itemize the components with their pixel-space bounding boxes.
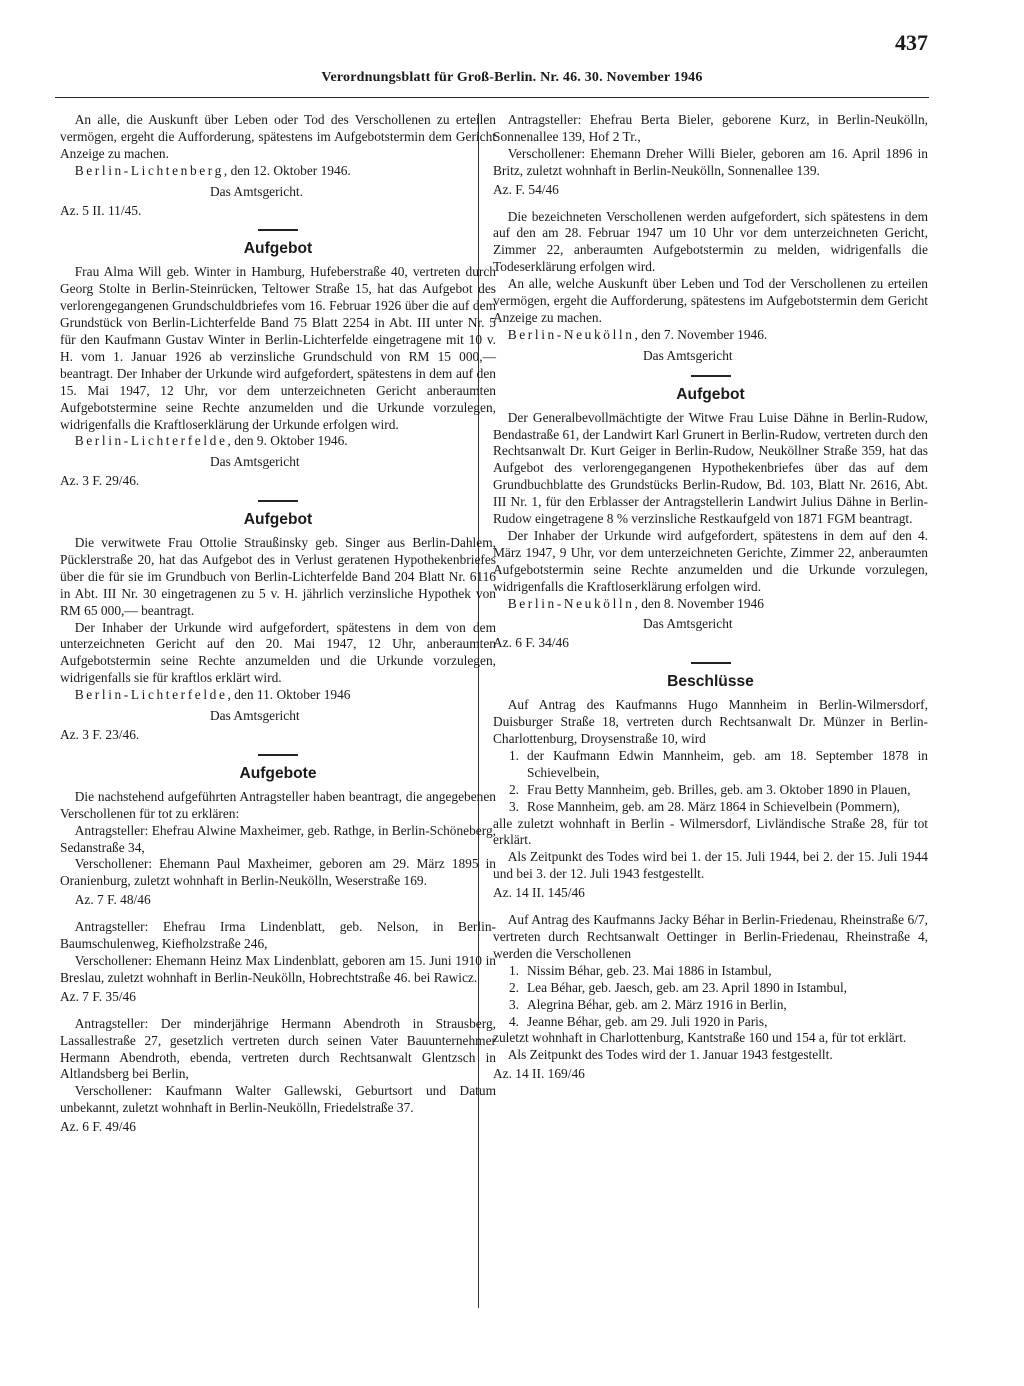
notice-paragraph: alle zuletzt wohnhaft in Berlin - Wilmersdorf, Livländische Straße 28, für tot erklärt. bbox=[493, 815, 928, 848]
deceased-list bbox=[493, 963, 928, 1031]
applicant-entry: Antragsteller: Ehefrau Irma Lindenblatt, geb. Nelson, in Berlin-Baumschulenweg, Kiefholzstraße 246, bbox=[60, 919, 496, 952]
spacer bbox=[60, 909, 496, 919]
notice-paragraph: Die bezeichneten Verschollenen werden aufgefordert, sich spätestens in dem auf den am 28. Februar 1947 um 10 Uhr vor dem unterzeichneten Gericht, Zimmer 22, anberaumten Aufgebotstermin zu melden, widrigenfalls die Todeserklärung erfolgen wird. bbox=[493, 208, 928, 275]
notice-paragraph: Die verwitwete Frau Ottolie Straußinsky geb. Singer aus Berlin-Dahlem, Pücklerstraße 20, hat das Aufgebot des in Verlust geratenen Hypothekenbriefes über die für sie im Grundbuch von Berlin-Lichterfelde Band 204 Blatt Nr. 6116 in Abt. III Nr. 30 eingetragenen zu 5 v. H. jährlich verzinsliche Hypothek von RM 65 000,— beantragt. bbox=[60, 535, 496, 618]
date-text: , den 11. Oktober 1946 bbox=[227, 687, 351, 703]
deceased-list bbox=[493, 748, 928, 816]
section-rule bbox=[258, 500, 298, 502]
court-signature: Das Amtsgericht. bbox=[210, 183, 303, 199]
list-item bbox=[493, 1014, 928, 1031]
running-header: Verordnungsblatt für Groß-Berlin. Nr. 46. 30. November 1946 bbox=[321, 70, 703, 85]
list-item bbox=[493, 997, 928, 1014]
list-number: 2. bbox=[508, 979, 519, 995]
place-name: Berlin-Lichtenberg bbox=[74, 162, 224, 178]
list-number: 3. bbox=[508, 798, 519, 814]
header-rule bbox=[55, 97, 929, 98]
list-number: 3. bbox=[508, 996, 519, 1012]
list-text: Nissim Béhar, geb. 23. Mai 1886 in Istambul, bbox=[527, 962, 772, 978]
missing-person-entry: Verschollener: Ehemann Heinz Max Lindenblatt, geboren am 15. Juni 1910 in Breslau, zuletzt wohnhaft in Berlin-Neukölln, Hobrechtstraße 46. bei Rawicz. bbox=[60, 952, 496, 985]
notice-paragraph: Frau Alma Will geb. Winter in Hamburg, Hufeberstraße 40, vertreten durch Georg Stolte in Berlin-Steinrücken, Teltower Straße 15, hat das Aufgebot des verlorengegangenen Grundschuldbriefes vom 16. Februar 1926 über die auf dem Grundstück von Berlin-Lichterfelde Band 75 Blatt 2254 in Abt. III unter Nr. 5 für den Kaufmann Gustav Winter in Berlin-Lichterfelde eingetragene mit 10 v. H. vom 1. Januar 1926 ab verzinsliche Grundschuld von RM 15 000,— beantragt. Der Inhaber der Urkunde wird aufgefordert, spätestens in dem auf den 15. Mai 1947, 12 Uhr, vor dem unterzeichneten Gericht anberaumten Aufgebotstermine seine Rechte anzumelden und die Urkunde vorzulegen, widrigenfalls die Kraftloserklärung der Urkunde erfolgen wird. bbox=[60, 264, 496, 432]
notice-paragraph: Auf Antrag des Kaufmanns Hugo Mannheim in Berlin-Wilmersdorf, Duisburger Straße 18, vertreten durch Rechtsanwalt Dr. Münzer in Berlin-Charlottenburg, Droysenstraße 10, wird bbox=[493, 697, 928, 746]
applicant-entry: Antragsteller: Der minderjährige Hermann Abendroth in Strausberg, Lassallestraße 27, gesetzlich vertreten durch seinen Vater Bauunternehmer Hermann Abendroth, ebenda, vertreten durch Rechtsanwalt Glentzsch in Altlandsberg bei Berlin, bbox=[60, 1015, 496, 1082]
applicant-entry: Antragsteller: Ehefrau Berta Bieler, geborene Kurz, in Berlin-Neukölln, Sonnenallee 139, Hof 2 Tr., bbox=[493, 112, 928, 144]
file-reference: Az. 6 F. 34/46 bbox=[493, 635, 569, 651]
section-rule bbox=[258, 229, 298, 231]
file-reference: Az. F. 54/46 bbox=[493, 181, 559, 197]
place-name: Berlin-Neukölln bbox=[507, 595, 635, 611]
file-reference: Az. 7 F. 48/46 bbox=[74, 892, 151, 908]
list-item bbox=[493, 748, 928, 782]
place-name: Berlin-Lichterfelde bbox=[74, 687, 228, 703]
spacer bbox=[60, 1006, 496, 1016]
court-signature: Das Amtsgericht bbox=[643, 347, 733, 363]
court-signature: Das Amtsgericht bbox=[210, 454, 300, 470]
notice-paragraph: An alle, die Auskunft über Leben oder Tod des Verschollenen zu erteilen vermögen, ergeht die Aufforderung, spätestens im Aufgebotstermin dem Gericht Anzeige zu machen. bbox=[60, 112, 496, 161]
spacer bbox=[493, 199, 928, 209]
list-number: 2. bbox=[508, 781, 519, 797]
section-heading: Aufgebot bbox=[243, 240, 313, 258]
file-reference: Az. 6 F. 49/46 bbox=[60, 1119, 136, 1135]
place-date-line bbox=[493, 327, 928, 344]
court-signature: Das Amtsgericht bbox=[643, 616, 733, 632]
notice-paragraph: zuletzt wohnhaft in Charlottenburg, Kantstraße 160 und 154 a, für tot erklärt. bbox=[493, 1030, 907, 1046]
applicant-entry: Antragsteller: Ehefrau Alwine Maxheimer, geb. Rathge, in Berlin-Schöneberg, Sedanstraße 34, bbox=[60, 822, 497, 855]
list-text: Alegrina Béhar, geb. am 2. März 1916 in Berlin, bbox=[527, 996, 787, 1012]
date-text: , den 7. November 1946. bbox=[634, 326, 768, 342]
place-date-line bbox=[60, 433, 496, 450]
notice-paragraph: Der Inhaber der Urkunde wird aufgefordert, spätestens in dem auf den 4. März 1947, 9 Uhr, vor dem unterzeichneten Gerichte, Zimmer 22, anberaumten Aufgebotstermin seine Rechte anzumelden und die Urkunde vorzulegen, widrigenfalls die Kraftloserklärung erfolgen wird. bbox=[493, 527, 928, 594]
notice-paragraph: Die nachstehend aufgeführten Antragsteller haben beantragt, die angegebenen Verschollenen für tot zu erklären: bbox=[60, 788, 496, 821]
page-number: 437 bbox=[895, 30, 928, 55]
list-text: Jeanne Béhar, geb. am 29. Juli 1920 in Paris, bbox=[527, 1013, 768, 1029]
file-reference: Az. 14 II. 145/46 bbox=[493, 885, 585, 901]
place-date-line bbox=[60, 163, 496, 180]
section-heading: Aufgebote bbox=[239, 764, 317, 782]
section-heading: Beschlüsse bbox=[667, 673, 754, 691]
section-rule bbox=[691, 662, 731, 664]
list-text: Lea Béhar, geb. Jaesch, geb. am 23. April 1890 in Istambul, bbox=[527, 979, 848, 995]
right-column bbox=[493, 112, 928, 1083]
date-text: , den 9. Oktober 1946. bbox=[227, 433, 348, 449]
court-signature: Das Amtsgericht bbox=[210, 708, 300, 724]
list-text: Rose Mannheim, geb. am 28. März 1864 in Schievelbein (Pommern), bbox=[527, 798, 901, 814]
section-rule bbox=[691, 375, 731, 377]
file-reference: Az. 3 F. 23/46. bbox=[60, 727, 140, 742]
file-reference: Az. 3 F. 29/46. bbox=[60, 473, 140, 489]
list-number: 1. bbox=[508, 962, 519, 978]
place-name: Berlin-Neukölln bbox=[507, 326, 635, 342]
notice-paragraph: Als Zeitpunkt des Todes wird bei 1. der 15. Juli 1944, bei 2. der 15. Juli 1944 und bei 3. der 12. Juli 1943 festgestellt. bbox=[493, 849, 928, 882]
notice-paragraph: An alle, welche Auskunft über Leben und Tod der Verschollenen zu erteilen vermögen, ergeht die Aufforderung, spätestens im Aufgebotstermin dem Gericht Anzeige zu machen. bbox=[493, 276, 928, 325]
spacer bbox=[493, 902, 928, 912]
place-date-line bbox=[60, 687, 496, 704]
section-rule bbox=[258, 754, 298, 756]
list-item bbox=[493, 799, 928, 816]
file-reference: Az. 5 II. 11/45. bbox=[60, 202, 142, 218]
list-item bbox=[493, 782, 928, 799]
file-reference: Az. 14 II. 169/46 bbox=[493, 1066, 585, 1082]
left-column bbox=[60, 112, 496, 1136]
missing-person-entry: Verschollener: Kaufmann Walter Gallewski, Geburtsort und Datum unbekannt, zuletzt wohnhaft in Berlin-Neukölln, Friedelstraße 37. bbox=[60, 1083, 496, 1116]
missing-person-entry: Verschollener: Ehemann Dreher Willi Bieler, geboren am 16. April 1896 in Britz, zuletzt wohnhaft in Berlin-Neukölln, Sonnenallee 139. bbox=[493, 145, 928, 178]
list-text: Frau Betty Mannheim, geb. Brilles, geb. am 3. Oktober 1890 in Plauen, bbox=[527, 781, 911, 797]
list-number: 1. bbox=[508, 747, 519, 763]
list-number: 4. bbox=[508, 1013, 519, 1029]
place-date-line bbox=[493, 596, 928, 613]
date-text: , den 8. November 1946 bbox=[634, 595, 764, 611]
notice-paragraph: Der Inhaber der Urkunde wird aufgefordert, spätestens in dem von dem unterzeichneten Gericht auf den 20. Mai 1947, 12 Uhr, anberaumten Aufgebotstermin seine Rechte anzumelden und die Urkunde vorzulegen, widrigenfalls sie für kraftlos erklärt wird. bbox=[60, 619, 496, 686]
notice-paragraph: Als Zeitpunkt des Todes wird der 1. Januar 1943 festgestellt. bbox=[507, 1047, 833, 1063]
list-item bbox=[493, 963, 928, 980]
place-name: Berlin-Lichterfelde bbox=[74, 433, 228, 449]
section-heading: Aufgebot bbox=[676, 385, 745, 403]
list-item bbox=[493, 980, 928, 997]
missing-person-entry: Verschollener: Ehemann Paul Maxheimer, geboren am 29. März 1895 in Oranienburg, zuletzt wohnhaft in Berlin-Neukölln, Weserstraße 169. bbox=[60, 856, 496, 889]
list-text: der Kaufmann Edwin Mannheim, geb. am 18. September 1878 in Schievelbein, bbox=[527, 747, 928, 780]
file-reference: Az. 7 F. 35/46 bbox=[60, 988, 136, 1004]
section-heading: Aufgebot bbox=[243, 511, 313, 529]
notice-paragraph: Der Generalbevollmächtigte der Witwe Frau Luise Dähne in Berlin-Rudow, Bendastraße 61, der Landwirt Karl Grunert in Berlin-Rudow, vertreten durch den Rechtsanwalt Dr. Kurt Geiger in Berlin-Rudow, Neuköllner Straße 359, hat das Aufgebot des verlorengegangenen Hypothekenbriefes über das auf dem Grundbuchblatte des Grundstücks Berlin-Rudow, Bd. 103, Blatt Nr. 2616, Abt. III Nr. 1, für den Erblasser der Antragstellerin Landwirt Julius Dähne in Berlin-Rudow eingetragene 8 % verzinsliche Restkaufgeld von 1871 FGM beantragt. bbox=[493, 409, 928, 527]
notice-paragraph: Auf Antrag des Kaufmanns Jacky Béhar in Berlin-Friedenau, Rheinstraße 6/7, vertreten durch Rechtsanwalt Oettinger in Berlin-Friedenau, Rheinstraße 4, werden die Verschollenen bbox=[493, 912, 928, 961]
date-text: , den 12. Oktober 1946. bbox=[223, 162, 351, 178]
